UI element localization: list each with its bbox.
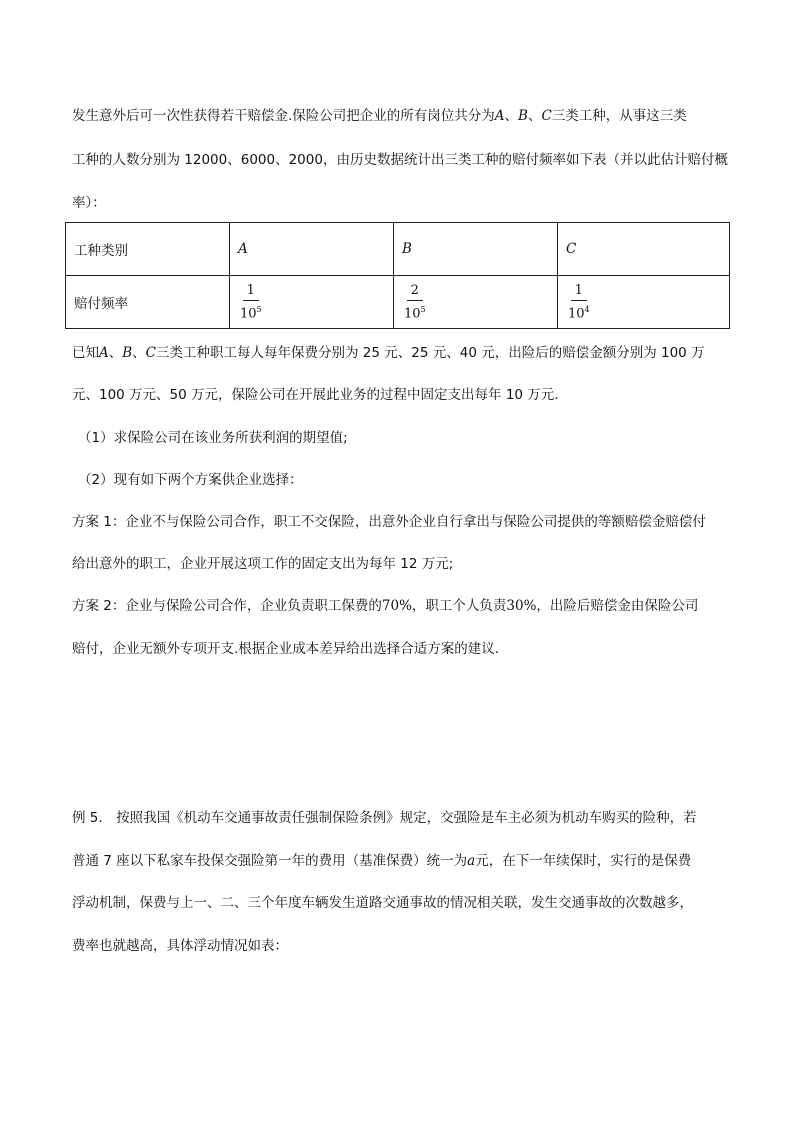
table-cell: C [558, 223, 730, 276]
percent-30: 30% [506, 598, 537, 614]
table-header-row [66, 223, 730, 276]
var-a: A [99, 345, 109, 361]
percent-70: 70% [381, 598, 412, 614]
example-5-line: 普通 7 座以下私家车投保交强险第一年的费用（基准保费）统一为a元，在下一年续保时，实行的是保费 [72, 853, 692, 869]
question-1: （1）求保险公司在该业务所获利润的期望值; [78, 430, 348, 446]
table-cell [558, 276, 730, 329]
table-cell: 工种类别 [66, 223, 230, 276]
text: 发生意外后可一次性获得若干赔偿金.保险公司把企业的所有岗位共分为 [72, 108, 495, 124]
table-cell [230, 276, 394, 329]
plan-2-line: 赔付，企业无额外专项开支.根据企业成本差异给出选择合适方案的建议. [72, 641, 500, 657]
text: 、 [504, 108, 519, 124]
example-5-line: 浮动机制，保费与上一、二、三个年度车辆发生道路交通事故的情况相关联，发生交通事故的次数越多， [72, 895, 693, 911]
plan-1-line: 给出意外的职工，企业开展这项工作的固定支出为每年 12 万元; [72, 556, 454, 572]
plan-2-line: 方案 2：企业与保险公司合作，企业负责职工保费的70%，职工个人负责30%，出险后赔偿金由保险公司 [72, 598, 699, 614]
paragraph-line: 元、100 万元、50 万元，保险公司在开展此业务的过程中固定支出每年 10 万元. [72, 387, 559, 403]
question-2: （2）现有如下两个方案供企业选择： [78, 472, 303, 488]
text: 、 [527, 108, 542, 124]
fraction: $\frac{1}{10^5}$ [240, 282, 262, 322]
paragraph-line: 工种的人数分别为 12000、6000、2000，由历史数据统计出三类工种的赔付频率如下表（并以此估计赔付概 [72, 152, 728, 168]
var-c: C [145, 345, 157, 361]
paragraph-line: 率）： [72, 195, 106, 211]
text: 三类工种，从事这三类 [551, 108, 687, 124]
paragraph-line [72, 106, 687, 126]
fraction: $\frac{1}{10^4}$ [568, 282, 590, 322]
example-5-line: 例 5． 按照我国《机动车交通事故责任强制保险条例》规定，交强险是车主必须为机动车购买的险种，若 [72, 810, 697, 826]
text: 三类工种职工每人每年保费分别为 25 元、25 元、40 元，出险后的赔偿金额分别为 100 万 [156, 345, 705, 361]
var-c: C [541, 108, 552, 124]
table-cell: B [394, 223, 558, 276]
table-cell: 赔付频率 [66, 276, 230, 329]
var-b: B [122, 345, 133, 361]
table-cell: A [230, 223, 394, 276]
var-a: A [494, 108, 505, 124]
var-a-lower: a [467, 853, 476, 869]
plan-1-line: 方案 1：企业不与保险公司合作，职工不交保险，出意外企业自行拿出与保险公司提供的等额赔偿金赔偿付 [72, 514, 706, 530]
table-row [66, 276, 730, 329]
text: 已知 [72, 345, 99, 361]
table-cell [394, 276, 558, 329]
fraction: $\frac{2}{10^5}$ [404, 282, 426, 322]
frequency-table [65, 222, 730, 329]
paragraph-line: 已知A、B、C三类工种职工每人每年保费分别为 25 元、25 元、40 元，出险后的赔偿金额分别为 100 万 [72, 345, 705, 361]
var-b: B [518, 108, 528, 124]
example-5-line: 费率也就越高，具体浮动情况如表： [72, 938, 288, 954]
